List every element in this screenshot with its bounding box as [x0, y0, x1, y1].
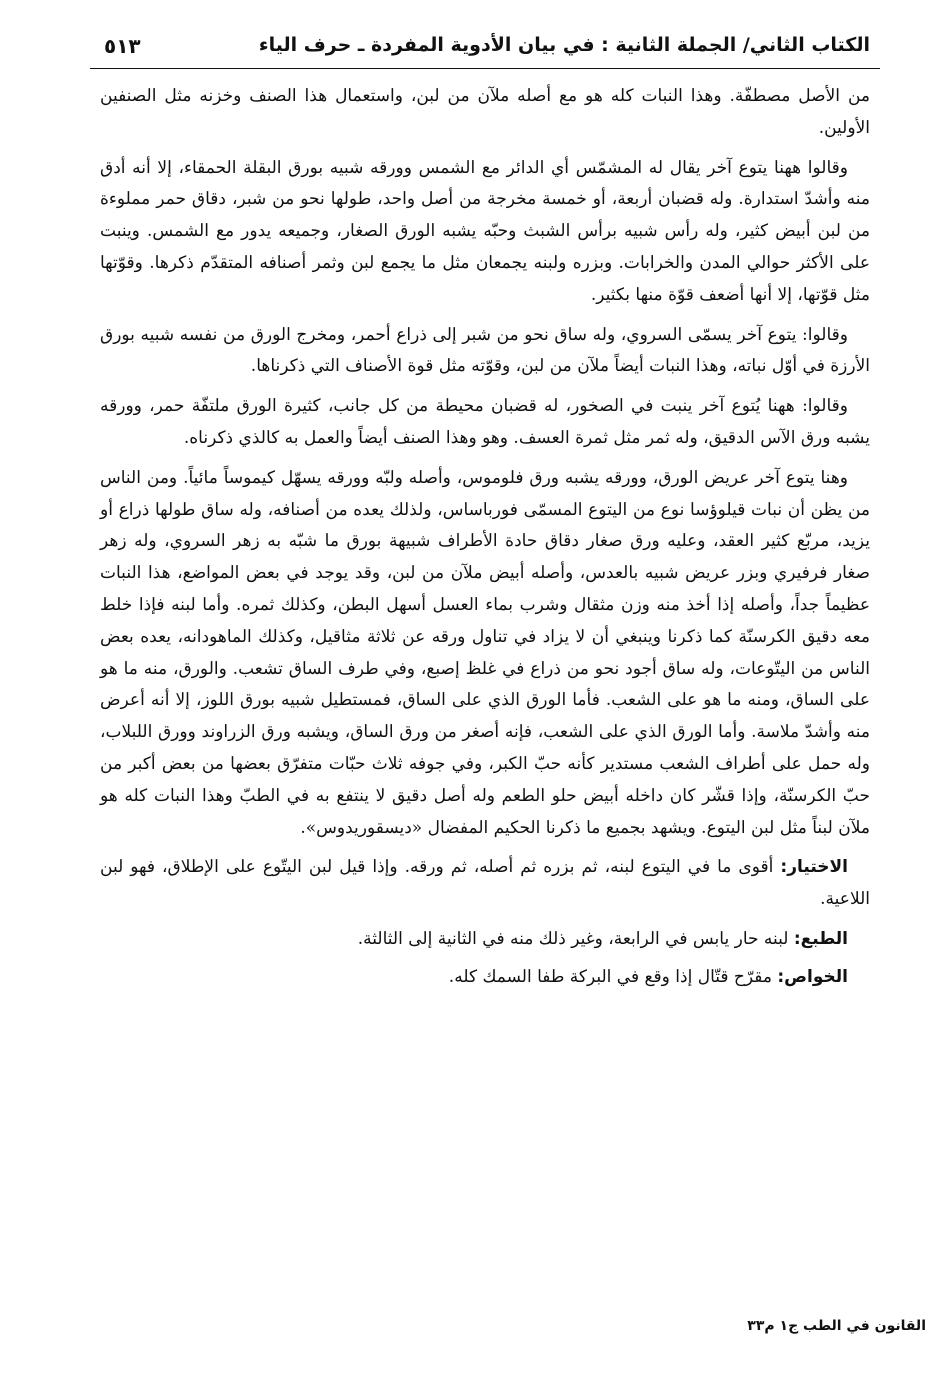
- section-text: مقرّح قتّال إذا وقع في البركة طفا السمك كله.: [448, 966, 772, 987]
- page-header: [90, 28, 880, 69]
- section-lead: الطبع:: [793, 928, 848, 949]
- paragraph: وقالوا: ههنا يُتوع آخر ينبت في الصخور، له قضبان محيطة من كل جانب، كثيرة الورق ملتفّة حمر، وورقه يشبه ورق الآس الدقيق، وله ثمر مثل ثمرة العسف. وهو وهذا الصنف أيضاً والعمل به كالذي ذكرناه.: [100, 396, 870, 448]
- section-nature: [100, 924, 870, 956]
- paragraph: من الأصل مصطفّة. وهذا النبات كله هو مع أصله ملآن من لبن، واستعمال هذا الصنف وخزنه مثل الصنفين الأولين.: [100, 86, 870, 138]
- page-body: [90, 69, 880, 994]
- document-page: [90, 28, 880, 1368]
- section-lead: الاختيار:: [780, 857, 848, 878]
- paragraph: وقالوا: يتوع آخر يسمّى السروي، وله ساق نحو من شبر إلى ذراع أحمر، ومخرج الورق من نفسه شبيه بورق الأرزة في أوّل نباته، وهذا النبات أيضاً ملآن من لبن، وقوّته مثل قوة الأصناف التي ذكرناها.: [100, 324, 870, 377]
- page-footer-signature: القانون في الطب ج١ م٣٣: [747, 1318, 926, 1334]
- running-title: الكتاب الثاني/ الجملة الثانية : في بيان الأدوية المفردة ـ حرف الياء: [258, 34, 870, 56]
- section-selection: [100, 852, 870, 916]
- section-text: أقوى ما في اليتوع لبنه، ثم بزره ثم أصله، ثم ورقه. وإذا قيل لبن اليتّوع على الإطلاق، فهو لبن اللاعية.: [100, 857, 870, 910]
- section-properties: [100, 962, 870, 994]
- section-lead: الخواص:: [777, 966, 848, 987]
- paragraph: وقالوا ههنا يتوع آخر يقال له المشمّس أي الدائر مع الشمس وورقه شبيه بورق البقلة الحمقاء، إلا أنه أدق منه وأشدّ استدارة. وله قضبان أربعة، أو خمسة مخرجة من أصل واحد، طولها نحو من شبر، دقاق حمر مملوءة من لبن أبيض كثير، وله رأس شبيه برأس الشبث وحبّه يشبه الورق الصغار، وجميعه يدور مع الشمس. وينبت على الأكثر حوالي المدن والخرابات. وبزره ولبنه يجمعان مثل ما يجمع لبن وثمر أصنافه المتقدّم ذكرها. وقوّتها مثل قوّتها، إلا أنها أضعف قوّة منها بكثير.: [100, 157, 870, 305]
- section-text: لبنه حار يابس في الرابعة، وغير ذلك منه في الثانية إلى الثالثة.: [357, 928, 789, 949]
- paragraph: وهنا يتوع آخر عريض الورق، وورقه يشبه ورق فلوموس، وأصله ولبّه وورقه يسهّل كيموساً مائياً. ومن الناس من يظن أن نبات قيلوؤسا نوع من اليتوع المسمّى فورباساس، ولذلك يعده من أصنافه، وله ساق طولها ذراع أو يزيد، مربّع كثير العقد، وعليه ورق صغار دقاق حادة الأطراف شبيهة بورق ما شبّه به زهر السروي، وله زهر صغار فرفيري وبزر عريض شبيه بالعدس، وأصله أبيض ملآن من لبن، وقد يوجد في بعض المواضع، هذا النبات عظيماً جداً، وأصله إذا أخذ منه وزن مثقال وشرب بماء العسل أسهل البطن، وكذلك ثمره. وأما لبنه فإذا خلط معه دقيق الكرسنّة كما ذكرنا وينبغي أن لا يزاد في تناول ورقه عن ثلاثة مثاقيل، وكذلك الماهودانه، يعده بعض الناس من اليتّوعات، وله ساق أجود نحو من ذراع في غلظ إصبع، وفي طرف الساق تشعب. والورق، منه ما هو على الساق، ومنه ما هو على الشعب. فأما الورق الذي على الساق، فمستطيل شبيه بورق اللوز، إلا أنه أعرض منه وأشدّ ملاسة. وأما الورق الذي على الشعب، فإنه أصغر من ورق الساق، ويشبه ورق الزراوند وورق اللبلاب، وله حمل على أطراف الشعب مستدير كأنه حبّ الكبر، وفي جوفه ثلاث حبّات متفرّق بعضها من بعض أكبر من حبّ الكرسنّة، وإذا قشّر كان داخله أبيض حلو الطعم وله أصل دقيق لا ينتفع به في الطبّ وهذا النبات كله هو ملآن لبناً مثل لبن اليتوع. ويشهد بجميع ما ذكرنا الحكيم المفضال «ديسقوريدوس».: [100, 467, 870, 838]
- page-number: ٥١٣: [104, 34, 141, 58]
